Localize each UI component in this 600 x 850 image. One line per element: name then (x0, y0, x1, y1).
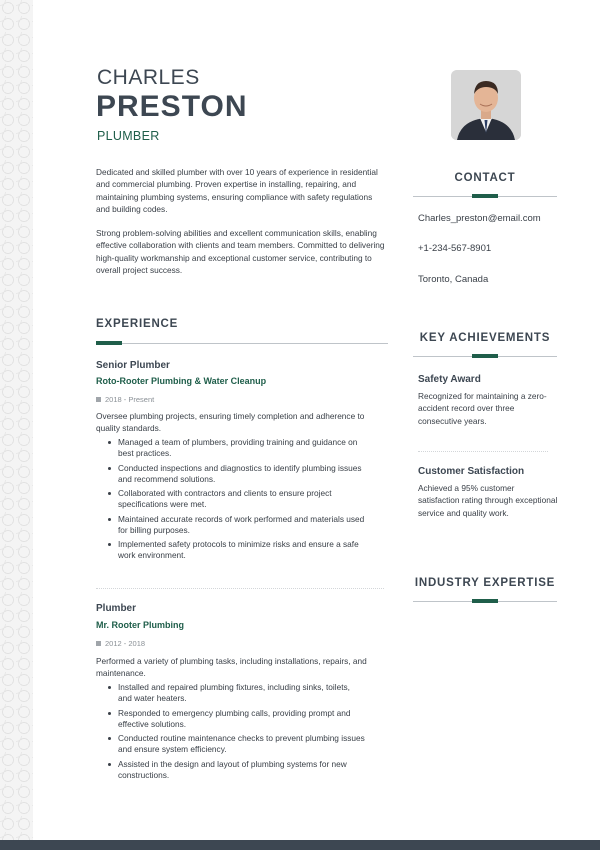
experience-heading: EXPERIENCE (96, 318, 179, 330)
first-name: CHARLES (97, 66, 200, 89)
job-dates (96, 395, 154, 404)
achievements-divider-accent (472, 354, 498, 358)
achievement-separator (418, 451, 548, 452)
job-description: Performed a variety of plumbing tasks, including installations, repairs, and maintenance. (96, 656, 367, 679)
job-dates (96, 639, 145, 648)
list-item: Assisted in the design and layout of plumbing systems for new constructions. (96, 759, 366, 781)
contact-location: Toronto, Canada (418, 274, 489, 285)
contact-email[interactable]: Charles_preston@email.com (418, 213, 541, 224)
job-title: PLUMBER (97, 129, 160, 143)
list-item: Installed and repaired plumbing fixtures, including sinks, toilets, and water heaters. (96, 682, 366, 704)
footer-bar (0, 840, 600, 850)
last-name: PRESTON (96, 90, 248, 123)
profile-photo (451, 70, 521, 140)
experience-divider (96, 343, 388, 344)
summary-section-2 (96, 227, 386, 276)
expertise-divider-accent (472, 599, 498, 603)
list-item: Managed a team of plumbers, providing training and guidance on best practices. (96, 437, 366, 459)
experience-divider-accent (96, 341, 122, 345)
list-item: Responded to emergency plumbing calls, providing prompt and effective solutions. (96, 708, 366, 730)
achievement-title: Customer Satisfaction (418, 466, 525, 477)
contact-phone[interactable]: +1-234-567-8901 (418, 243, 492, 254)
achievements-heading: KEY ACHIEVEMENTS (419, 332, 551, 344)
contact-divider-accent (472, 194, 498, 198)
job-description: Oversee plumbing projects, ensuring timely completion and adherence to quality standards. (96, 411, 365, 434)
job-separator (96, 588, 384, 589)
calendar-icon (96, 641, 101, 646)
expertise-heading: INDUSTRY EXPERTISE (414, 577, 556, 589)
list-item: Maintained accurate records of work performed and materials used for billing purposes. (96, 514, 366, 536)
job-dates-text: 2018 - Present (105, 395, 155, 404)
list-item: Implemented safety protocols to minimize risks and ensure a safe work environment. (96, 539, 366, 561)
decorative-side-pattern (0, 0, 33, 840)
job-role: Senior Plumber (96, 360, 170, 371)
list-item: Conducted routine maintenance checks to prevent plumbing issues and ensure system efficiency. (96, 733, 366, 755)
achievement-title: Safety Award (418, 374, 481, 385)
person-portrait-icon (451, 70, 521, 140)
job-role: Plumber (96, 603, 137, 614)
list-item: Collaborated with contractors and clients to ensure project specifications were met. (96, 488, 366, 510)
job-dates-text: 2012 - 2018 (105, 639, 146, 648)
achievement-description: Recognized for maintaining a zero-accident record over three consecutive years. (418, 391, 547, 426)
job-company: Roto-Rooter Plumbing & Water Cleanup (96, 376, 267, 386)
calendar-icon (96, 397, 101, 402)
summary-section (96, 166, 386, 215)
summary-paragraph-2: Strong problem-solving abilities and excellent communication skills, enabling effective collaboration with clients and team members. Committed to delivering high-quality workmanship and exceptional customer service, contributing to overall project success. (96, 228, 385, 275)
list-item: Conducted inspections and diagnostics to identify plumbing issues and recommend solutions. (96, 463, 366, 485)
summary-paragraph-1: Dedicated and skilled plumber with over 10 years of experience in residential and commercial plumbing. Proven expertise in installing, repairing, and maintaining plumbing systems, ensuring compliance with safety regulations and building codes. (96, 167, 378, 214)
achievement-description: Achieved a 95% customer satisfaction rating through exceptional service and quality work. (418, 483, 558, 518)
contact-heading: CONTACT (454, 172, 516, 184)
job-bullets (96, 437, 366, 565)
job-bullets (96, 682, 366, 784)
job-company: Mr. Rooter Plumbing (96, 620, 185, 630)
